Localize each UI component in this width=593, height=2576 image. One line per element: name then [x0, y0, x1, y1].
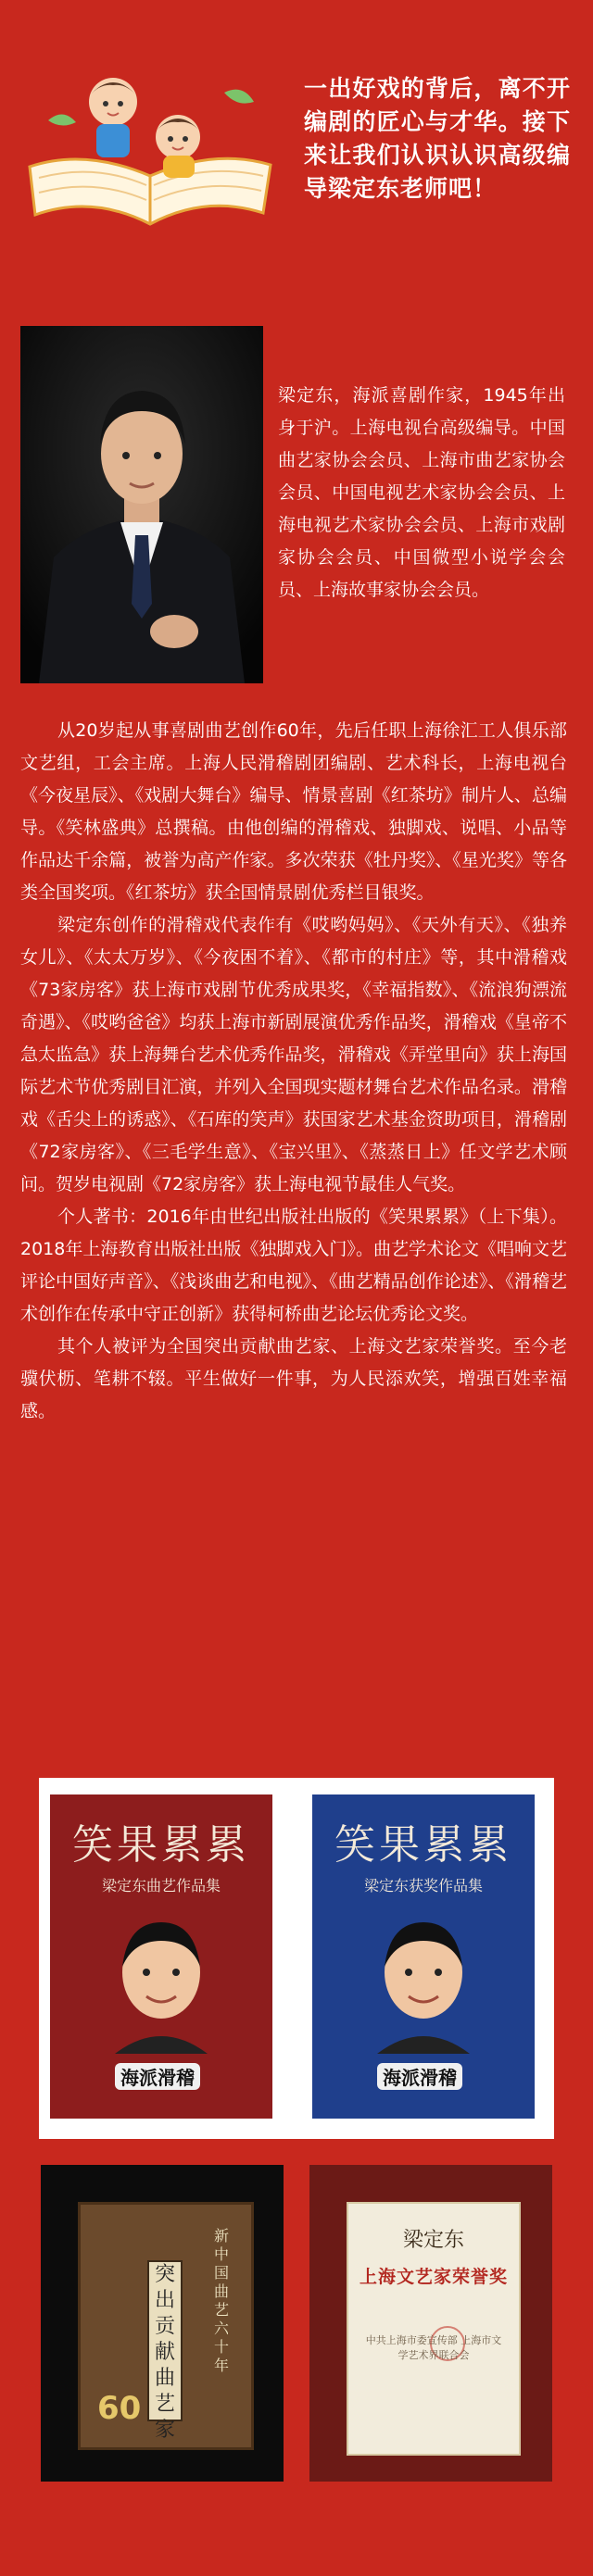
paragraph: 从20岁起从事喜剧曲艺创作60年，先后任职上海徐汇工人俱乐部文艺组，工会主席。上海人民滑稽剧团编剧、艺术科长，上海电视台《今夜星辰》、《戏剧大舞台》编导、情景喜剧《红茶坊》制片人、总编导。《笑林盛典》总撰稿。由他创编的滑稽戏、独脚戏、说唱、小品等作品达千余篇，被誉为高产作家。多次荣获《牡丹奖》、《星光奖》等各类全国奖项。《红茶坊》获全国情景剧优秀栏目银奖。 [20, 720, 567, 903]
book-title: 笑果累累 [72, 1821, 250, 1869]
author-portrait-icon [368, 1915, 479, 2054]
plaque-title: 突出贡献曲艺家 [147, 2260, 183, 2421]
children-reading-book-illustration [11, 56, 280, 241]
book-signature: 海派滑稽 [377, 2063, 462, 2090]
book-title: 笑果累累 [334, 1821, 512, 1869]
bio-text: 梁定东，海派喜剧作家，1945年出身于沪。上海电视台高级编导。中国曲艺家协会会员、上海市曲艺家协会会员、中国电视艺术家协会会员、上海电视艺术家协会会员、上海市戏剧家协会会员、中国微型小说学会会员、上海故事家协会会员。 [278, 385, 565, 600]
plaque-number: 60 [97, 2390, 142, 2427]
certificate-title: 上海文艺家荣誉奖 [359, 2267, 508, 2287]
paragraph: 梁定东创作的滑稽戏代表作有《哎哟妈妈》、《天外有天》、《独养女儿》、《太太万岁》、《今夜困不着》、《都市的村庄》等，其中滑稽戏《73家房客》获上海市戏剧节优秀成果奖，《幸福指数》、《流浪狗漂流奇遇》、《哎哟爸爸》均获上海市新剧展演优秀作品奖，滑稽戏《皇帝不急太监急》获上海舞台艺术优秀作品奖，滑稽戏《弄堂里向》获上海国际艺术节优秀剧目汇演，并列入全国现实题材舞台艺术作品名录。滑稽戏《舌尖上的诱惑》、《石库的笑声》获国家艺术基金资助项目，滑稽剧《72家房客》、《三毛学生意》、《宝兴里》、《蒸蒸日上》任文学艺术顾问。贺岁电视剧《72家房客》获上海电视节最佳人气奖。 [20, 915, 567, 1194]
book-cover-red [50, 1794, 272, 2119]
award-plaque-photo [41, 2165, 284, 2482]
intro-text: 一出好戏的背后，离不开编剧的匠心与才华。接下来让我们认识认识高级编导梁定东老师吧！ [304, 75, 571, 202]
certificate-org: 中共上海市委宣传部 上海市文学艺术界联合会 [365, 2334, 502, 2361]
paragraph: 个人著书：2016年由世纪出版社出版的《笑果累累》（上下集）。2018年上海教育出版社出版《独脚戏入门》。曲艺学术论文《唱响文艺评论中国好声音》、《浅谈曲艺和电视》、《曲艺精品创作论述》、《滑稽艺术创作在传承中守正创新》获得柯桥曲艺论坛优秀论文奖。 [20, 1207, 567, 1324]
award-certificate [347, 2202, 521, 2456]
book-covers-photo [39, 1778, 554, 2139]
award-plaque [78, 2202, 254, 2450]
book-subtitle: 梁定东曲艺作品集 [101, 1877, 221, 1894]
award-certificate-photo [309, 2165, 552, 2482]
portrait-photo [20, 326, 263, 683]
author-portrait-icon [106, 1915, 217, 2054]
book-cover-blue [312, 1794, 535, 2119]
certificate-name: 梁定东 [402, 2229, 464, 2252]
body-text [20, 715, 567, 1428]
book-subtitle: 梁定东获奖作品集 [363, 1877, 483, 1894]
paragraph: 其个人被评为全国突出贡献曲艺家、上海文艺家荣誉奖。至今老骥伏枥、笔耕不辍。平生做好一件事，为人民添欢笑，增强百姓幸福感。 [20, 1336, 567, 1421]
book-signature: 海派滑稽 [115, 2063, 200, 2090]
plaque-side-text: 新中国曲艺六十年 [213, 2227, 229, 2374]
